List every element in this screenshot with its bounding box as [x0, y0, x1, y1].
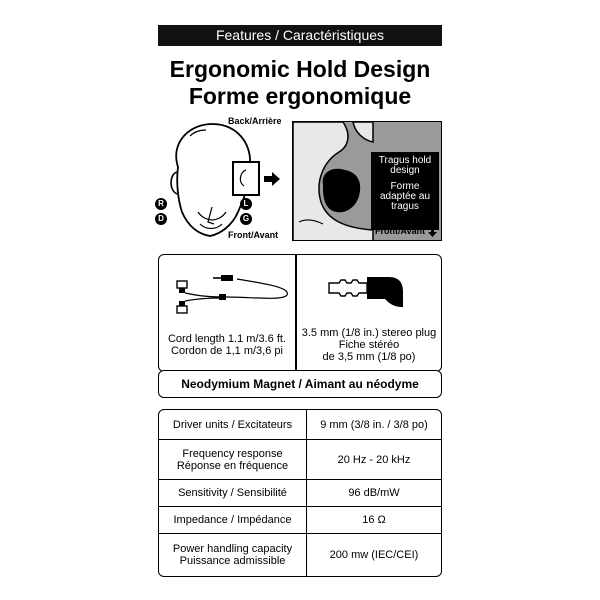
spec-name: Frequency response Réponse en fréquence [159, 440, 307, 479]
spec-name: Driver units / Excitateurs [159, 410, 307, 439]
tragus-fr-line2: adaptée au [379, 191, 431, 202]
earbuds-cord-icon [161, 265, 293, 325]
tragus-callout [371, 152, 439, 230]
cord-length-text: Cord length 1.1 m/3.6 ft. Cordon de 1,1 m/3,6 pi [167, 333, 286, 357]
tragus-fr-line1: Forme [390, 181, 420, 192]
tragus-en-line1: Tragus hold [378, 155, 432, 166]
back-label: Back/Arrière [228, 116, 282, 126]
spec-row-sensitivity [159, 480, 441, 507]
tragus-fr-line3: tragus [391, 201, 419, 212]
title-french: Forme ergonomique [188, 83, 412, 109]
spec-name: Impedance / Impédance [159, 507, 307, 533]
ear-front-label: Front/Avant [375, 226, 437, 237]
badge-r: R [155, 198, 167, 210]
spec-value: 9 mm (3/8 in. / 3/8 po) [320, 418, 428, 431]
spec-row-impedance [159, 507, 441, 534]
features-header: Features / Caractéristiques [158, 25, 442, 46]
spec-value: 20 Hz - 20 kHz [337, 453, 411, 466]
front-label: Front/Avant [228, 230, 279, 240]
badge-d: D [155, 213, 167, 225]
spec-row-driver [159, 410, 441, 440]
badge-l: L [240, 198, 252, 210]
head-diagram [150, 112, 290, 247]
badge-g: G [240, 213, 252, 225]
plug-text: 3.5 mm (1/8 in.) stereo plug Fiche stéréo de 3,5 mm (1/8 po) [301, 327, 437, 363]
spec-row-frequency [159, 440, 441, 480]
spec-value: 96 dB/mW [348, 487, 400, 499]
cord-plug-box [158, 254, 442, 372]
specs-table [158, 409, 442, 577]
arrow-down-icon [428, 227, 437, 237]
tragus-en-line2: design [390, 165, 420, 176]
magnet-label: Neodymium Magnet / Aimant au néodyme [158, 370, 442, 398]
title-english: Ergonomic Hold Design [169, 56, 431, 82]
spec-value: 200 mw (IEC/CEI) [329, 549, 419, 561]
head-outline-icon [150, 112, 290, 247]
spec-value: 16 Ω [362, 514, 386, 526]
spec-name: Sensitivity / Sensibilité [159, 480, 307, 506]
ear-closeup-panel [292, 121, 442, 241]
stereo-plug-icon [327, 267, 417, 317]
spec-row-power [159, 534, 441, 576]
spec-name: Power handling capacity Puissance admissible [159, 534, 307, 576]
